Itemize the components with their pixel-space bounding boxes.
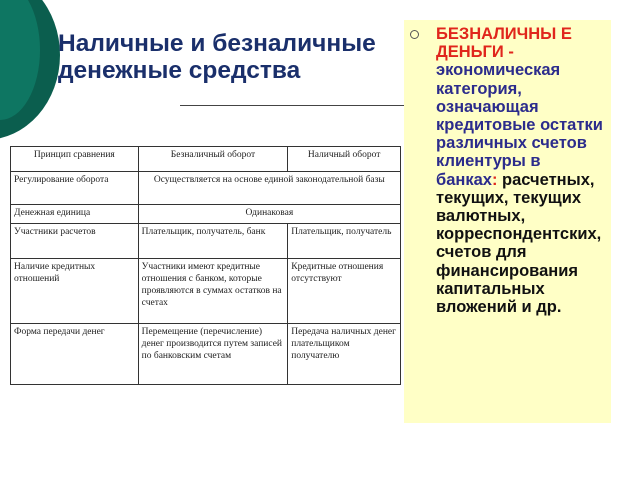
row-label: Денежная единица — [11, 205, 139, 224]
account-list: расчетных, текущих, текущих валютных, корреспондентских, счетов для финансирования капитальных вложений и др. — [436, 170, 602, 317]
table-header-cell: Принцип сравнения — [11, 147, 139, 172]
merged-cell: Осуществляется на основе единой законодательной базы — [138, 172, 400, 205]
cash-cell: Кредитные отношения отсутствуют — [288, 259, 401, 324]
table-row — [11, 224, 401, 259]
table-row — [11, 259, 401, 324]
cash-cell: Передача наличных денег плательщиком получателю — [288, 324, 401, 385]
cashless-cell: Перемещение (перечисление) денег производится путем записей по банковским счетам — [138, 324, 288, 385]
comparison-table — [10, 146, 401, 385]
term-dash: - — [503, 43, 514, 62]
row-label: Участники расчетов — [11, 224, 139, 259]
definition-text — [436, 25, 606, 316]
table-row — [11, 205, 401, 224]
cashless-cell: Плательщик, получатель, банк — [138, 224, 288, 259]
cash-cell: Плательщик, получатель — [288, 224, 401, 259]
row-label: Регулирование оборота — [11, 172, 139, 205]
row-label: Наличие кредитных отношений — [11, 259, 139, 324]
definition: экономическая категория, означающая кредитовые остатки различных счетов клиентуры в банках — [436, 61, 603, 189]
table-header-cell: Наличный оборот — [288, 147, 401, 172]
table-header-cell: Безналичный оборот — [138, 147, 288, 172]
bullet-icon — [410, 30, 419, 39]
merged-cell: Одинаковая — [138, 205, 400, 224]
table-row — [11, 324, 401, 385]
definition-colon: : — [491, 170, 498, 189]
row-label: Форма передачи денег — [11, 324, 139, 385]
cashless-cell: Участники имеют кредитные отношения с банком, которые проявляются в суммах остатков на счетах — [138, 259, 288, 324]
table-row — [11, 172, 401, 205]
table-header-row — [11, 147, 401, 172]
term: БЕЗНАЛИЧНЫ Е ДЕНЬГИ — [436, 25, 572, 62]
slide-title: Наличные и безналичные денежные средства — [58, 30, 376, 84]
title-divider — [180, 105, 405, 106]
